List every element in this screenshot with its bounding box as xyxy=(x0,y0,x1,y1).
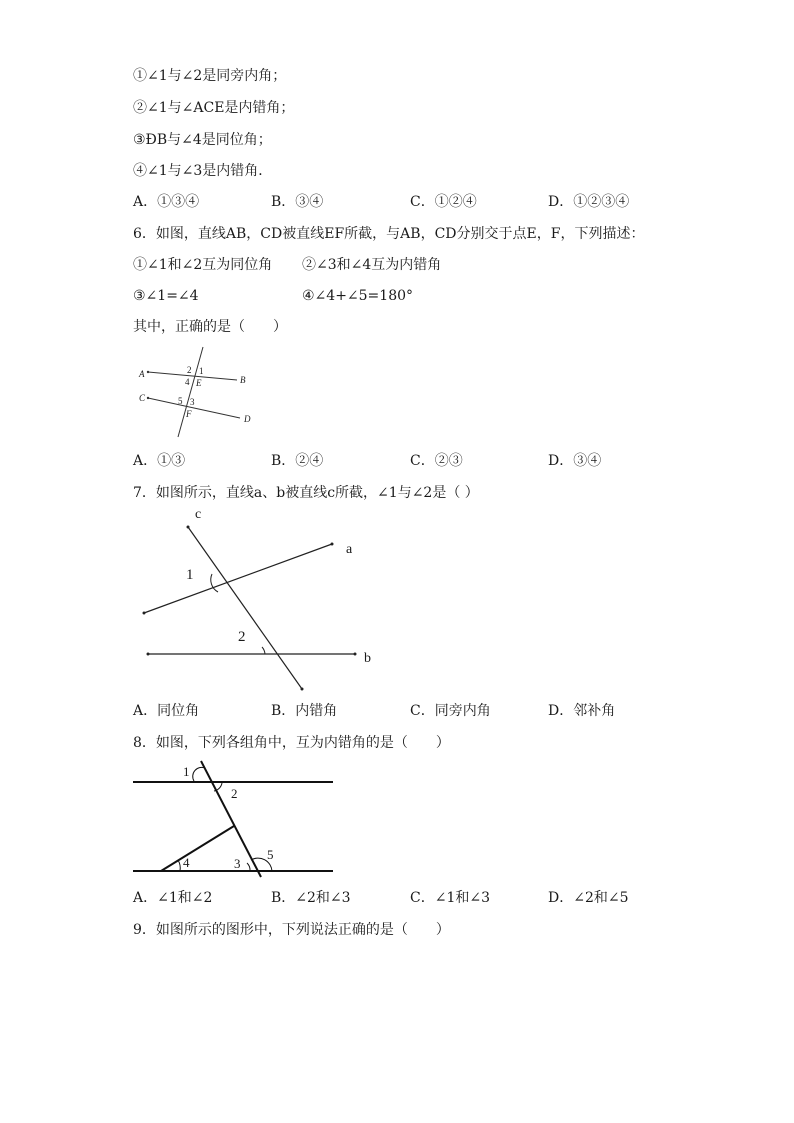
q7-label-a: a xyxy=(346,542,353,557)
q8-option-d[interactable]: D．∠2和∠5 xyxy=(548,890,629,906)
q6-label-e: E xyxy=(196,378,202,388)
q6-label-f: F xyxy=(186,409,192,419)
q6-angle-3: 3 xyxy=(190,397,195,407)
q7-option-a[interactable]: A．同位角 xyxy=(133,703,200,719)
q7-stem: 7．如图所示，直线a、b被直线c所截，∠1与∠2是（ ） xyxy=(133,485,479,501)
q6-statement-4: ④∠4+∠5=180° xyxy=(302,288,414,304)
q8-angle-5: 5 xyxy=(267,847,274,862)
q6-label-b: B xyxy=(240,375,246,385)
q8-angle-4: 4 xyxy=(183,855,190,870)
q8-option-c[interactable]: C．∠1和∠3 xyxy=(410,890,490,906)
q6-angle-5: 5 xyxy=(178,396,183,406)
q8-option-b[interactable]: B．∠2和∠3 xyxy=(271,890,351,906)
q8-stem: 8．如图，下列各组角中，互为内错角的是（ ） xyxy=(133,735,450,751)
q7-option-d[interactable]: D．邻补角 xyxy=(548,703,616,719)
q7-option-b[interactable]: B．内错角 xyxy=(271,703,338,719)
q5-option-d[interactable]: D．①②③④ xyxy=(548,194,630,210)
q6-angle-2: 2 xyxy=(187,365,192,375)
q5-option-b[interactable]: B．③④ xyxy=(271,194,324,210)
q6-stem: 6．如图，直线AB，CD被直线EF所截，与AB，CD分别交于点E，F，下列描述： xyxy=(133,226,645,242)
q6-statement-2: ②∠3和∠4互为内错角 xyxy=(302,257,442,273)
q8-angle-1: 1 xyxy=(183,764,190,779)
q5-statement-1: ①∠1与∠2是同旁内角； xyxy=(133,68,287,84)
q6-label-d: D xyxy=(244,414,251,424)
q6-angle-1: 1 xyxy=(199,366,204,376)
q7-label-b: b xyxy=(364,651,371,666)
q7-angle-2: 2 xyxy=(238,629,246,645)
q7-angle-1: 1 xyxy=(186,567,194,583)
q5-statement-3: ③ÐB与∠4是同位角； xyxy=(133,132,272,148)
q6-option-a[interactable]: A．①③ xyxy=(133,453,186,469)
q9-stem: 9．如图所示的图形中，下列说法正确的是（ ） xyxy=(133,922,450,938)
q8-angle-3: 3 xyxy=(234,856,241,871)
q5-option-c[interactable]: C．①②④ xyxy=(410,194,477,210)
q5-option-a[interactable]: A．①③④ xyxy=(133,194,200,210)
q5-statement-2: ②∠1与∠ACE是内错角； xyxy=(133,100,295,116)
q6-option-c[interactable]: C．②③ xyxy=(410,453,463,469)
q7-label-c: c xyxy=(195,507,202,522)
q7-option-c[interactable]: C．同旁内角 xyxy=(410,703,491,719)
q5-statement-4: ④∠1与∠3是内错角． xyxy=(133,163,273,179)
q6-label-c: C xyxy=(139,393,146,403)
q6-ask: 其中，正确的是（ ） xyxy=(133,319,287,335)
q6-statement-1: ①∠1和∠2互为同位角 xyxy=(133,257,273,273)
q6-label-a: A xyxy=(139,369,145,379)
q8-angle-2: 2 xyxy=(231,786,238,801)
q6-option-b[interactable]: B．②④ xyxy=(271,453,324,469)
q6-option-d[interactable]: D．③④ xyxy=(548,453,602,469)
q6-statement-3: ③∠1=∠4 xyxy=(133,288,199,304)
q8-option-a[interactable]: A．∠1和∠2 xyxy=(133,890,213,906)
q6-angle-4: 4 xyxy=(185,377,190,387)
